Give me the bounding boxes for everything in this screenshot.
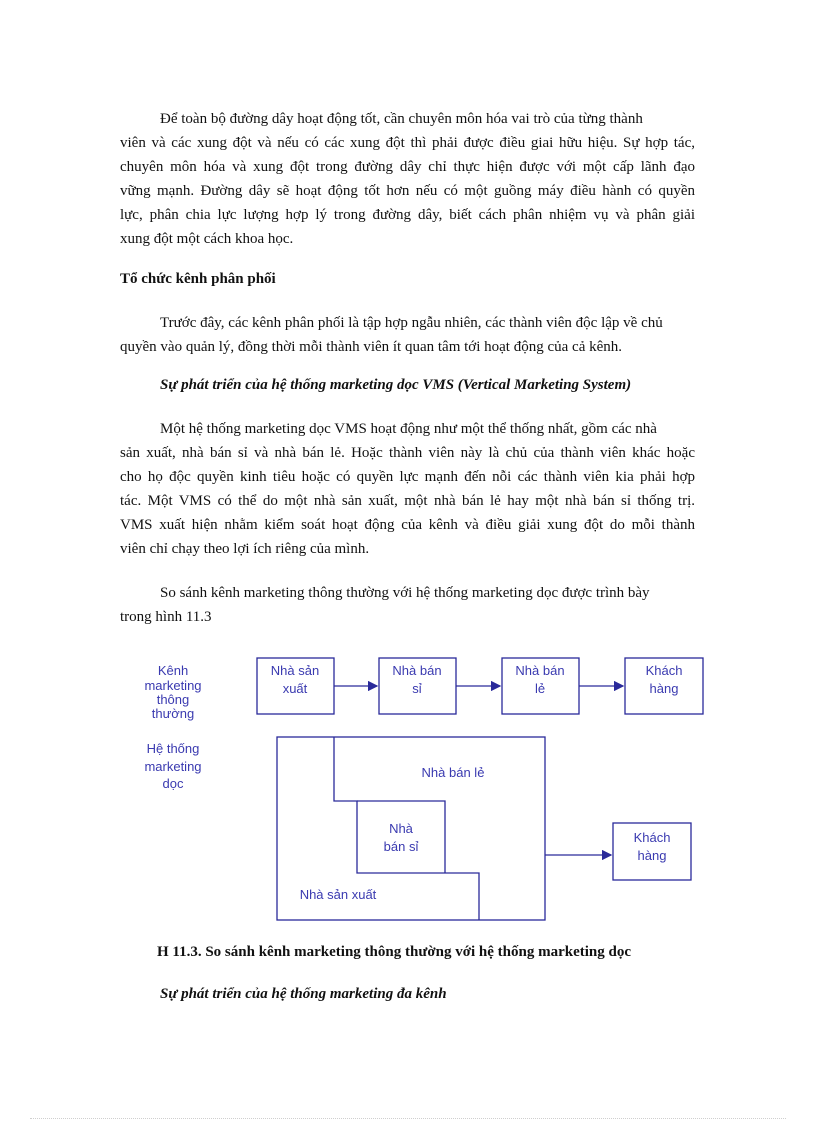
paragraph-line: Một hệ thống marketing dọc VMS hoạt động như một thể thống nhất, gồm các nhà [160,421,657,437]
vms-divider-lower [357,801,445,873]
label-line: Kênh [157,663,189,678]
paragraph-line: vững mạnh. Đường dây sẽ hoạt động tốt hơn nếu có một guồng máy điều hành có quyền [120,183,695,199]
box-label: Khách [645,663,683,678]
paragraph-line: trong hình 11.3 [120,609,212,625]
paragraph-line: xung đột một cách khoa học. [120,231,294,247]
subsection-heading: Sự phát triển của hệ thống marketing dọc VMS (Vertical Marketing System) [160,377,632,393]
box-label: Nhà bán [392,663,442,678]
paragraph-line: VMS xuất hiện nhằm kiểm soát hoạt động của kênh và điều giải xung đột do mỗi thành [120,517,695,533]
vms-producer-label: Nhà sản xuất [299,887,377,902]
label-line: marketing [144,759,202,774]
paragraph-line: quyền vào quản lý, đồng thời mỗi thành viên ít quan tâm tới hoạt động của cả kênh. [120,339,623,355]
box-label: hàng [637,848,667,863]
box-label: lẻ [534,681,546,696]
paragraph-line: sản xuất, nhà bán sỉ và nhà bán lẻ. Hoặc thành viên này là chủ của thành viên khác hoặc [120,445,695,461]
paragraph-line: Để toàn bộ đường dây hoạt động tốt, cần chuyên môn hóa vai trò của từng thành [160,111,643,127]
vms-retailer-label: Nhà bán lẻ [421,765,485,780]
label-line: dọc [162,776,184,791]
paragraph-line: viên và các xung đột và nếu có các xung đột thì phải được điều giai hữu hiệu. Sự hợp tác, [120,135,695,151]
box-label: hàng [649,681,679,696]
figure-caption: H 11.3. So sánh kênh marketing thông thường với hệ thống marketing dọc [157,944,632,960]
box-label: sỉ [412,681,422,696]
vms-wholesaler-label: bán sỉ [383,839,419,854]
label-line: Hệ thống [146,741,200,756]
paragraph-line: cho họ độc quyền kinh tiêu hoặc có quyền lực mạnh đến nỗi các thành viên kia phải hợp [120,469,695,485]
section-heading: Tổ chức kênh phân phối [120,271,276,287]
vertical-system-label [144,741,201,791]
box-label: xuất [282,681,308,696]
conventional-channel-label [144,663,201,721]
paragraph-line: lực, phân chia lực lượng hợp lý trong đường dây, biết cách phân nhiệm vụ và phân giải [120,207,695,223]
label-line: thường [151,706,195,721]
box-label: Nhà sản [270,663,320,678]
paragraph-line: tác. Một VMS có thể do một nhà sản xuất, một nhà bán lẻ hay một nhà bán sỉ thống trị. [120,493,695,509]
paragraph-line: viên chỉ chạy theo lợi ích riêng của mình. [120,541,370,557]
subsection-heading: Sự phát triển của hệ thống marketing đa kênh [160,986,447,1002]
label-line: marketing [144,678,202,693]
label-line: thông [156,692,190,707]
paragraph-line: Trước đây, các kênh phân phối là tập hợp ngẫu nhiên, các thành viên độc lập về chủ [160,315,663,331]
paragraph-line: chuyên môn hóa và xung đột trong đường dây chỉ thực hiện được với một cấp lãnh đạo [120,159,695,175]
box-label: Nhà bán [515,663,565,678]
paragraph-line: So sánh kênh marketing thông thường với hệ thống marketing dọc được trình bày [160,585,650,601]
box-label: Khách [633,830,671,845]
page-bottom-rule [30,1118,786,1119]
vms-wholesaler-label: Nhà [389,821,413,836]
